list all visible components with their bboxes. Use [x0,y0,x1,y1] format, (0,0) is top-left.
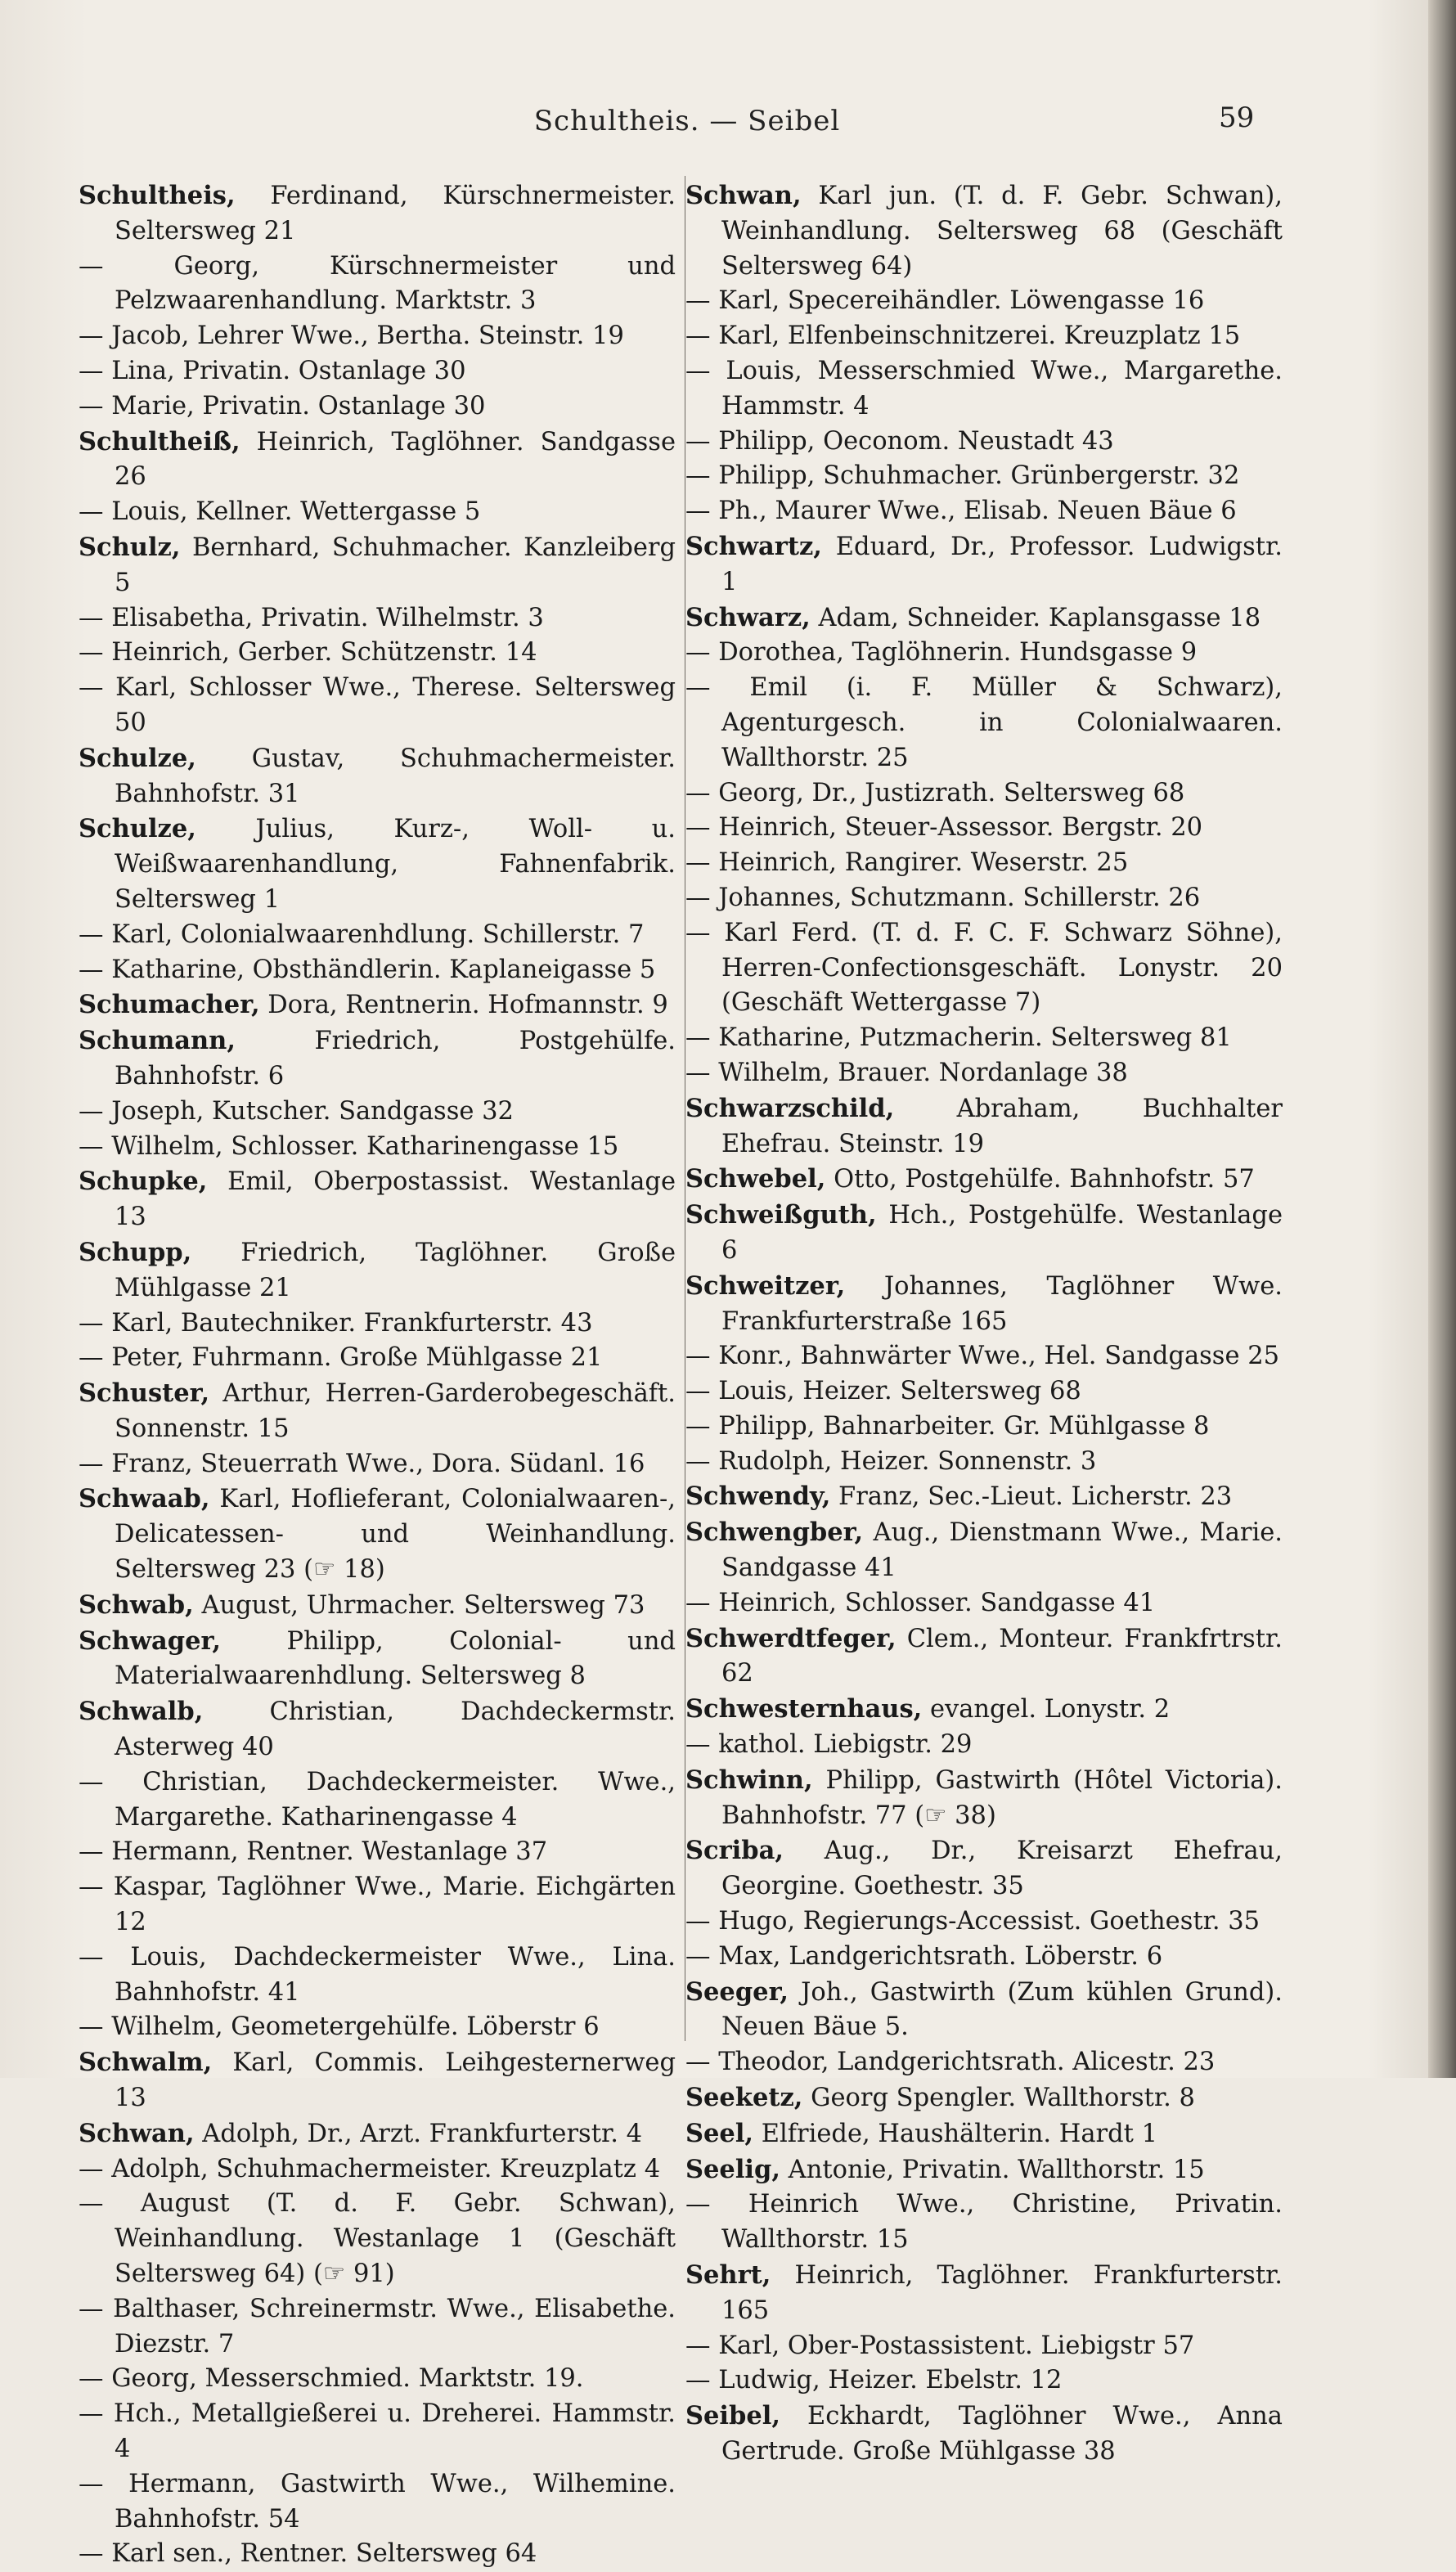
directory-entry: Schwerdtfeger, Clem., Monteur. Frankfrtrstr. 62 [685,1623,1283,1688]
directory-entry: — Joseph, Kutscher. Sandgasse 32 [79,1096,514,1126]
directory-entry: — Philipp, Bahnarbeiter. Gr. Mühlgasse 8 [685,1411,1210,1441]
directory-entry: — Louis, Heizer. Seltersweg 68 [685,1377,1081,1406]
directory-entry: — Georg, Kürschnermeister und Pelzwaarenhandlung. Marktstr. 3 [79,251,676,316]
directory-entry: — Wilhelm, Geometergehülfe. Löberstr 6 [79,2012,600,2042]
directory-entry: Schwesternhaus, evangel. Lonystr. 2 [685,1694,1171,1724]
directory-entry: — Georg, Dr., Justizrath. Seltersweg 68 [685,778,1185,807]
directory-entry: Schulze, Julius, Kurz-, Woll- u. Weißwaarenhandlung, Fahnenfabrik. Seltersweg 1 [79,814,676,914]
directory-entry: — Hugo, Regierungs-Accessist. Goethestr. 35 [685,1907,1261,1936]
directory-entry: Sehrt, Heinrich, Taglöhner. Frankfurterstr. 165 [685,2260,1283,2325]
directory-entry: Schweitzer, Johannes, Taglöhner Wwe. Frankfurterstraße 165 [685,1270,1283,1336]
directory-entry: Schwalm, Karl, Commis. Leihgesternerweg 13 [79,2048,676,2113]
directory-entry: — Georg, Messerschmied. Marktstr. 19. [79,2364,584,2394]
directory-entry: — Philipp, Schuhmacher. Grünbergerstr. 32 [685,461,1240,491]
directory-entry: Schumann, Friedrich, Postgehülfe. Bahnhofstr. 6 [79,1026,676,1090]
directory-entry: — Balthaser, Schreinermstr. Wwe., Elisabethe. Diezstr. 7 [79,2294,676,2358]
directory-entry: Schwan, Karl jun. (T. d. F. Gebr. Schwan), Weinhandlung. Seltersweg 68 (Geschäft Seltersweg 64) [685,181,1283,281]
directory-entry: Schwartz, Eduard, Dr., Professor. Ludwigstr. 1 [685,531,1283,596]
directory-entry: Schwarzschild, Abraham, Buchhalter Ehefrau. Steinstr. 19 [685,1093,1283,1158]
directory-entry: Schupke, Emil, Oberpostassist. Westanlage 13 [79,1167,676,1232]
directory-entry: Schweißguth, Hch., Postgehülfe. Westanlage 6 [685,1200,1283,1265]
directory-entry: — Heinrich, Schlosser. Sandgasse 41 [685,1588,1156,1617]
directory-entry: — Hch., Metallgießerei u. Dreherei. Hammstr. 4 [79,2399,676,2463]
directory-entry: Schultheiß, Heinrich, Taglöhner. Sandgasse 26 [79,426,676,492]
directory-entry: Seeketz, Georg Spengler. Wallthorstr. 8 [685,2083,1195,2113]
directory-entry: — Christian, Dachdeckermeister. Wwe., Margarethe. Katharinengasse 4 [79,1767,676,1832]
directory-entry: Schwengber, Aug., Dienstmann Wwe., Marie. Sandgasse 41 [685,1518,1283,1583]
directory-entry: — Katharine, Putzmacherin. Seltersweg 81 [685,1023,1232,1053]
left-column [79,178,676,2569]
directory-entry: — Katharine, Obsthändlerin. Kaplaneigasse 5 [79,955,656,984]
directory-entry: — Ludwig, Heizer. Ebelstr. 12 [685,2366,1063,2395]
directory-entry: — August (T. d. F. Gebr. Schwan), Weinhandlung. Westanlage 1 (Geschäft Seltersweg 64) (☞ 91) [79,2189,676,2289]
directory-entry: — Emil (i. F. Müller & Schwarz), Agenturgesch. in Colonialwaaren. Wallthorstr. 25 [685,673,1283,772]
directory-entry: Schulz, Bernhard, Schuhmacher. Kanzleiberg 5 [79,532,676,597]
directory-entry: Schwan, Adolph, Dr., Arzt. Frankfurterstr. 4 [79,2118,642,2148]
directory-entry: — Wilhelm, Schlosser. Katharinengasse 15 [79,1131,619,1161]
directory-entry: — Karl Ferd. (T. d. F. C. F. Schwarz Söhne), Herren-Confectionsgeschäft. Lonystr. 20 (Geschäft Wettergasse 7) [685,918,1283,1018]
directory-entry: Seeger, Joh., Gastwirth (Zum kühlen Grund). Neuen Bäue 5. [685,1976,1283,2042]
directory-entry: — Karl, Specereihändler. Löwengasse 16 [685,286,1205,316]
directory-entry: — Kaspar, Taglöhner Wwe., Marie. Eichgärten 12 [79,1873,676,1937]
directory-entry: — Jacob, Lehrer Wwe., Bertha. Steinstr. 19 [79,322,624,351]
directory-entry: Schwinn, Philipp, Gastwirth (Hôtel Victoria). Bahnhofstr. 77 (☞ 38) [685,1765,1283,1830]
directory-entry: Schwager, Philipp, Colonial- und Materialwaarenhdlung. Seltersweg 8 [79,1625,676,1691]
directory-entry: Schupp, Friedrich, Taglöhner. Große Mühlgasse 21 [79,1237,676,1302]
directory-entry: Schwalb, Christian, Dachdeckermstr. Asterweg 40 [79,1697,676,1762]
directory-entry: — Max, Landgerichtsrath. Löberstr. 6 [685,1941,1163,1971]
directory-entry: — Karl, Elfenbeinschnitzerei. Kreuzplatz 15 [685,322,1241,351]
directory-entry: Schwab, August, Uhrmacher. Seltersweg 73 [79,1590,645,1620]
directory-entry: Schwaab, Karl, Hoflieferant, Colonialwaaren-, Delicatessen- und Weinhandlung. Seltersweg 23 (☞ 18) [79,1484,676,1585]
directory-entry: Schwebel, Otto, Postgehülfe. Bahnhofstr. 57 [685,1164,1255,1194]
directory-entry: — Johannes, Schutzmann. Schillerstr. 26 [685,883,1201,912]
directory-entry: Schwarz, Adam, Schneider. Kaplansgasse 18 [685,602,1261,632]
directory-entry: Schuster, Arthur, Herren-Garderobegeschäft. Sonnenstr. 15 [79,1378,676,1443]
directory-entry: — Karl sen., Rentner. Seltersweg 64 [79,2539,537,2569]
directory-entry: — Konr., Bahnwärter Wwe., Hel. Sandgasse 25 [685,1342,1280,1371]
directory-entry: — Karl, Bautechniker. Frankfurterstr. 43 [79,1308,593,1338]
directory-entry: Schultheis, Ferdinand, Kürschnermeister. Seltersweg 21 [79,181,676,245]
directory-entry: — Louis, Dachdeckermeister Wwe., Lina. Bahnhofstr. 41 [79,1942,676,2007]
directory-entry: — Hermann, Gastwirth Wwe., Wilhemine. Bahnhofstr. 54 [79,2469,676,2534]
directory-entry: — Elisabetha, Privatin. Wilhelmstr. 3 [79,603,544,632]
directory-entry: — Heinrich, Rangirer. Weserstr. 25 [685,848,1129,878]
directory-entry: — Karl, Ober-Postassistent. Liebigstr 57 [685,2331,1195,2360]
directory-entry: Seel, Elfriede, Haushälterin. Hardt 1 [685,2118,1157,2148]
directory-entry: — Heinrich, Gerber. Schützenstr. 14 [79,638,537,668]
directory-entry: — kathol. Liebigstr. 29 [685,1730,973,1760]
directory-entry: — Ph., Maurer Wwe., Elisab. Neuen Bäue 6 [685,497,1237,526]
directory-entry: — Lina, Privatin. Ostanlage 30 [79,356,466,385]
directory-entry: — Dorothea, Taglöhnerin. Hundsgasse 9 [685,638,1198,668]
directory-entry: Schwendy, Franz, Sec.-Lieut. Licherstr. 23 [685,1482,1233,1512]
directory-entry: — Adolph, Schuhmachermeister. Kreuzplatz 4 [79,2154,661,2183]
directory-entry: Schumacher, Dora, Rentnerin. Hofmannstr. 9 [79,990,668,1020]
page-number: 59 [1219,101,1255,134]
page-header [0,97,1456,146]
directory-entry: Scriba, Aug., Dr., Kreisarzt Ehefrau, Georgine. Goethestr. 35 [685,1836,1283,1901]
directory-entry: Seibel, Eckhardt, Taglöhner Wwe., Anna Gertrude. Große Mühlgasse 38 [685,2401,1283,2466]
directory-entry: — Franz, Steuerrath Wwe., Dora. Südanl. 16 [79,1449,645,1478]
directory-entry: — Karl, Colonialwaarenhdlung. Schillerstr. 7 [79,920,645,949]
directory-entry: — Heinrich Wwe., Christine, Privatin. Wallthorstr. 15 [685,2190,1283,2255]
running-head: Schultheis. — Seibel [533,105,841,137]
directory-entry: — Heinrich, Steuer-Assessor. Bergstr. 20 [685,813,1203,843]
directory-entry: — Theodor, Landgerichtsrath. Alicestr. 23 [685,2048,1216,2077]
directory-entry: Schulze, Gustav, Schuhmachermeister. Bahnhofstr. 31 [79,743,676,808]
directory-entry: Seelig, Antonie, Privatin. Wallthorstr. 15 [685,2154,1205,2184]
right-column [685,178,1283,2466]
directory-entry: — Louis, Kellner. Wettergasse 5 [79,497,481,527]
directory-entry: — Karl, Schlosser Wwe., Therese. Seltersweg 50 [79,673,676,737]
directory-entry: — Rudolph, Heizer. Sonnenstr. 3 [685,1446,1097,1476]
directory-entry: — Marie, Privatin. Ostanlage 30 [79,391,486,420]
directory-entry: — Wilhelm, Brauer. Nordanlage 38 [685,1058,1128,1087]
directory-entry: — Philipp, Oeconom. Neustadt 43 [685,426,1114,456]
directory-entry: — Peter, Fuhrmann. Große Mühlgasse 21 [79,1343,603,1373]
directory-entry: — Hermann, Rentner. Westanlage 37 [79,1837,548,1867]
directory-entry: — Louis, Messerschmied Wwe., Margarethe. Hammstr. 4 [685,356,1283,420]
book-edge [1428,0,1456,2078]
